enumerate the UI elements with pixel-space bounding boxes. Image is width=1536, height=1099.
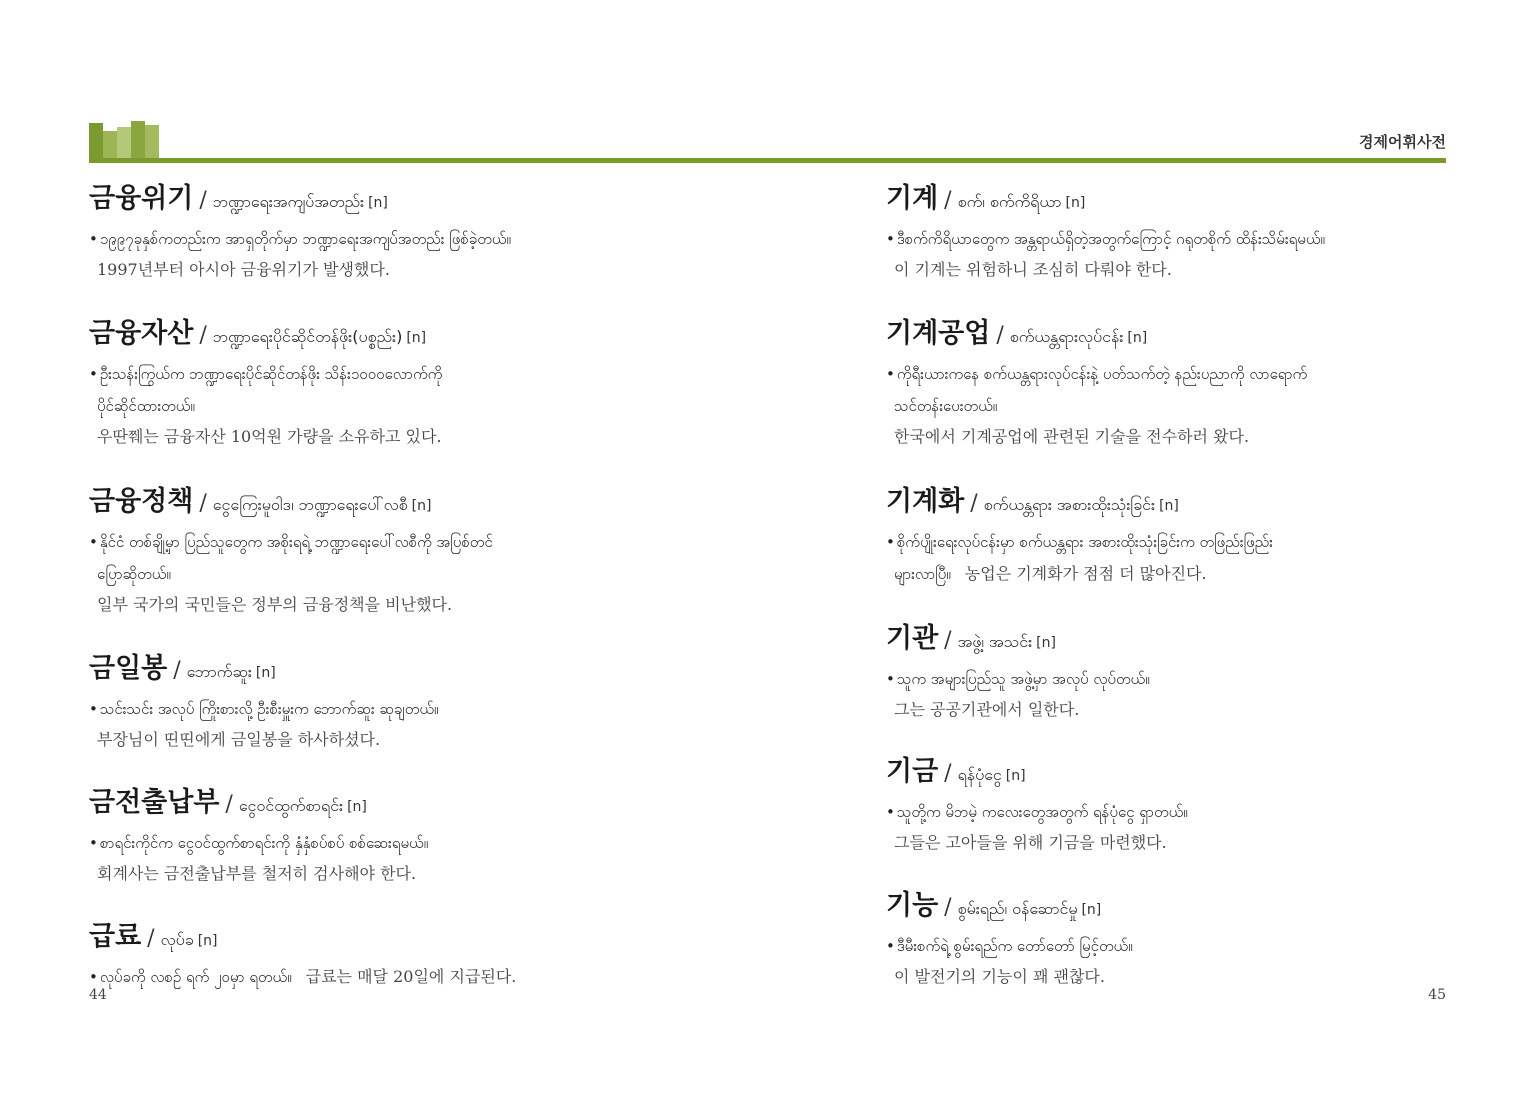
meaning: စက်ယန္တရား အစားထိုးသုံးခြင်း — [983, 495, 1156, 514]
headword: 기금 — [886, 756, 939, 787]
meaning: ငွေဝင်ထွက်စာရင်း — [238, 796, 344, 815]
entry-gigyegongeop: 기계공업 / စက်ယန္တရားလုပ်ငန်း [n] • ကိုရီးယားကနေ စက်ယန္တရားလုပ်ငန်းနဲ့ ပတ်သက်တဲ့ နည်းပညာကို လာရောက် သင်တန်းပေးတယ်။ 한국에서 기계공업에 관련된 기술을 전수하러 왔다. — [886, 311, 1307, 452]
example-myanmar: • ကိုရီးယားကနေ စက်ယန္တရားလုပ်ငန်းနဲ့ ပတ်သက်တဲ့ နည်းပညာကို လာရောက် သင်တန်းပေးတယ်။ — [886, 365, 1308, 415]
meaning: ဘောက်ဆူး — [186, 662, 252, 681]
example-korean: 그는 공공기관에서 일한다. — [894, 700, 1080, 719]
entry-geumyungwigi: 금융위기 / ဘဏ္ဍာရေးအကျပ်အတည်း [n] • ၁၉၉၇ခုနှစ်ကတည်းက အာရှတိုက်မှာ ဘဏ္ဍာရေးအကျပ်အတည်း ဖြစ်ခဲ့တယ်။ 1997년부터 아시아 금융위기가 발생했다. — [89, 176, 511, 285]
example-korean: 이 발전기의 기능이 꽤 괜찮다. — [894, 967, 1105, 986]
example-korean: 일부 국가의 국민들은 정부의 금융정책을 비난했다. — [97, 595, 453, 614]
example-korean: 그들은 고아들을 위해 기금을 마련했다. — [894, 833, 1167, 852]
example-myanmar: • ဒီမီးစက်ရဲ့ စွမ်းရည်က တော်တော် မြင့်တယ်။ — [886, 937, 1133, 955]
part-of-speech: [n] — [1081, 902, 1102, 918]
header-rule — [89, 158, 1446, 163]
page-number-right: 45 — [1428, 987, 1446, 1003]
part-of-speech: [n] — [1127, 330, 1148, 346]
example-myanmar: • သူတို့က မိဘမဲ့ ကလေးတွေအတွက် ရန်ပုံငွေ ရှာတယ်။ — [886, 803, 1188, 821]
example-korean: 부장님이 띤띤에게 금일봉을 하사하셨다. — [97, 730, 381, 749]
example-myanmar: • စာရင်းကိုင်က ငွေဝင်ထွက်စာရင်းကို နှံနှံစပ်စပ် စစ်ဆေးရမယ်။ — [89, 834, 429, 852]
part-of-speech: [n] — [1065, 195, 1086, 211]
meaning: ငွေကြေးမူဝါဒ၊ ဘဏ္ဍာရေးပေါ်လစီ — [212, 495, 408, 514]
meaning: စွမ်းရည်၊ ဝန်ဆောင်မှု — [957, 899, 1078, 918]
meaning: ဘဏ္ဍာရေးအကျပ်အတည်း — [212, 192, 365, 211]
headword: 금융정책 — [89, 486, 194, 517]
part-of-speech: [n] — [1005, 768, 1026, 784]
meaning: ဘဏ္ဍာရေးပိုင်ဆိုင်တန်ဖိုး(ပစ္စည်း) — [212, 327, 403, 346]
entry-geumilbong: 금일봉 / ဘောက်ဆူး [n] • သင်းသင်း အလုပ် ကြိုးစားလို့ ဦးစီးမှူးက ဘောက်ဆူး ဆုချတယ်။ 부장님이 띤띤에게 금일봉을 하사하셨다. — [89, 646, 438, 755]
meaning: စက်ယန္တရားလုပ်ငန်း — [1009, 327, 1124, 346]
example-korean: 우딴쮀는 금융자산 10억원 가량을 소유하고 있다. — [97, 427, 442, 446]
example-myanmar: • နိုင်ငံ တစ်ချို့မှာ ပြည်သူတွေက အစိုးရရဲ့ ဘဏ္ဍာရေးပေါ်လစီကို အပြစ်တင် ပြောဆိုတယ်။ — [89, 533, 493, 583]
example-korean: 회계사는 금전출납부를 철저히 검사해야 한다. — [97, 864, 417, 883]
part-of-speech: [n] — [1159, 498, 1179, 514]
example-myanmar: • ၁၉၉၇ခုနှစ်ကတည်းက အာရှတိုက်မှာ ဘဏ္ဍာရေးအကျပ်အတည်း ဖြစ်ခဲ့တယ်။ — [89, 230, 511, 248]
book-title: 경제어휘사전 — [1359, 133, 1446, 151]
meaning: စက်၊ စက်ကိရိယာ — [957, 192, 1062, 211]
example-korean: 급료는 매달 20일에 지급된다. — [305, 967, 517, 986]
meaning: အဖွဲ့၊ အသင်း — [957, 632, 1033, 651]
headword: 금융위기 — [89, 183, 194, 214]
headword: 기능 — [886, 890, 939, 921]
entry-geumyungjeongchaek: 금융정책 / ငွေကြေးမူဝါဒ၊ ဘဏ္ဍာရေးပေါ်လစီ [n] • နိုင်ငံ တစ်ချို့မှာ ပြည်သူတွေက အစိုးရရဲ့ ဘဏ္ဍာရေးပေါ်လစီကို အပြစ်တင် ပြောဆိုတယ်။ 일부 국가의 국민들은 정부의 금융정책을 비난했다. — [89, 479, 493, 620]
headword: 금융자산 — [89, 318, 194, 349]
entry-geupryo: 급료 / လုပ်ခ [n] • လုပ်ခကို လစဉ် ရက် ၂၀မှာ ရတယ်။ 급료는 매달 20일에 지급된다. — [89, 914, 516, 993]
entry-geumyungjasan: 금융자산 / ဘဏ္ဍာရေးပိုင်ဆိုင်တန်ဖိုး(ပစ္စည်း) [n] • ဦးသန်းကြွယ်က ဘဏ္ဍာရေးပိုင်ဆိုင်တန်ဖိုး သိန်း၁၀၀၀လောက်ကို ပိုင်ဆိုင်ထားတယ်။ 우딴쮀는 금융자산 10억원 가량을 소유하고 있다. — [89, 311, 442, 452]
example-korean: 이 기계는 위험하니 조심히 다뤄야 한다. — [894, 260, 1172, 279]
part-of-speech: [n] — [406, 330, 427, 346]
page-number-left: 44 — [89, 987, 107, 1003]
entry-gigye: 기계 / စက်၊ စက်ကိရိယာ [n] • ဒီစက်ကိရိယာတွေက အန္တရာယ်ရှိတဲ့အတွက်ကြောင့် ဂရုတစိုက် ထိန်းသိမ်းရမယ်။ 이 기계는 위험하니 조심히 다뤄야 한다. — [886, 176, 1325, 285]
headword: 기관 — [886, 623, 939, 654]
headword: 급료 — [89, 921, 142, 952]
example-myanmar: • ဒီစက်ကိရိယာတွေက အန္တရာယ်ရှိတဲ့အတွက်ကြောင့် ဂရုတစိုက် ထိန်းသိမ်းရမယ်။ — [886, 230, 1325, 248]
part-of-speech: [n] — [411, 498, 432, 514]
part-of-speech: [n] — [197, 933, 218, 949]
part-of-speech: [n] — [255, 665, 276, 681]
entry-gigeum: 기금 / ရန်ပုံငွေ [n] • သူတို့က မိဘမဲ့ ကလေးတွေအတွက် ရန်ပုံငွေ ရှာတယ်။ 그들은 고아들을 위해 기금을 마련했다. — [886, 749, 1188, 858]
header-decoration — [89, 117, 159, 160]
example-myanmar: • သူက အများပြည်သူ အဖွဲ့မှာ အလုပ် လုပ်တယ်။ — [886, 670, 1150, 688]
example-myanmar: • လုပ်ခကို လစဉ် ရက် ၂၀မှာ ရတယ်။ 급료는 매달 20일에 지급된다. — [89, 967, 517, 986]
example-myanmar: • ဦးသန်းကြွယ်က ဘဏ္ဍာရေးပိုင်ဆိုင်တန်ဖိုး သိန်း၁၀၀၀လောက်ကို ပိုင်ဆိုင်ထားတယ်။ — [89, 365, 443, 415]
example-korean: 1997년부터 아시아 금융위기가 발생했다. — [97, 260, 390, 279]
meaning: ရန်ပုံငွေ — [957, 765, 1002, 784]
headword: 기계공업 — [886, 318, 991, 349]
example-korean: 한국에서 기계공업에 관련된 기술을 전수하러 왔다. — [894, 427, 1250, 446]
entry-gigyehwa: 기계화 / စက်ယန္တရား အစားထိုးသုံးခြင်း [n] • စိုက်ပျိုးရေးလုပ်ငန်းမှာ စက်ယန္တရား အစားထိုးသုံးခြင်းက တဖြည်းဖြည်း များလာပြီ။ 농업은 기계화가 점점 더 많아진다. — [886, 479, 1273, 590]
part-of-speech: [n] — [368, 195, 388, 211]
example-korean: 농업은 기계화가 점점 더 많아진다. — [964, 564, 1207, 583]
headword: 기계 — [886, 183, 939, 214]
headword: 금전출납부 — [89, 787, 220, 818]
headword: 금일봉 — [89, 653, 168, 684]
meaning: လုပ်ခ — [160, 930, 194, 949]
part-of-speech: [n] — [347, 799, 367, 815]
example-myanmar: • သင်းသင်း အလုပ် ကြိုးစားလို့ ဦးစီးမှူးက ဘောက်ဆူး ဆုချတယ်။ — [89, 700, 439, 718]
example-myanmar: • စိုက်ပျိုးရေးလုပ်ငန်းမှာ စက်ယန္တရား အစားထိုးသုံးခြင်းက တဖြည်းဖြည်း များလာပြီ။ 농업은 기계화가 점점 더 많아진다. — [886, 533, 1273, 583]
entry-gigwan: 기관 / အဖွဲ့၊ အသင်း [n] • သူက အများပြည်သူ အဖွဲ့မှာ အလုပ် လုပ်တယ်။ 그는 공공기관에서 일한다. — [886, 616, 1150, 725]
entry-geumjeonchullapbu: 금전출납부 / ငွေဝင်ထွက်စာရင်း [n] • စာရင်းကိုင်က ငွေဝင်ထွက်စာရင်းကို နှံနှံစပ်စပ် စစ်ဆေးရမယ်။ 회계사는 금전출납부를 철저히 검사해야 한다. — [89, 780, 428, 889]
entry-gineung: 기능 / စွမ်းရည်၊ ဝန်ဆောင်မှု [n] • ဒီမီးစက်ရဲ့ စွမ်းရည်က တော်တော် မြင့်တယ်။ 이 발전기의 기능이 꽤 괜찮다. — [886, 883, 1133, 992]
headword: 기계화 — [886, 486, 965, 517]
part-of-speech: [n] — [1036, 635, 1056, 651]
